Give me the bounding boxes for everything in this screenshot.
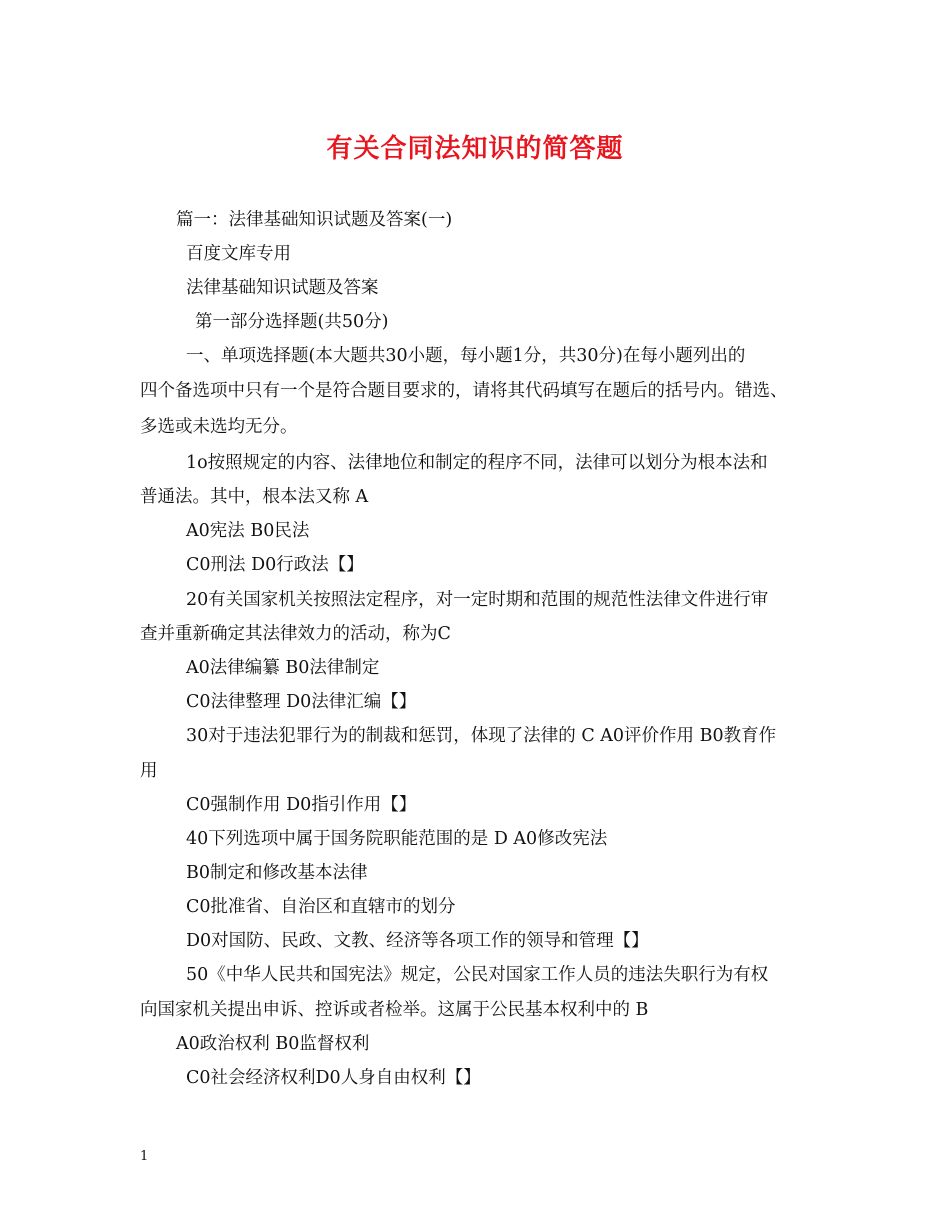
text-line: 50《中华人民共和国宪法》规定，公民对国家工作人员的违法失职行为有权 (186, 965, 769, 985)
text-line: B0制定和修改基本法律 (186, 863, 368, 883)
text-line: 普通法。其中，根本法又称 A (140, 487, 369, 507)
text-line: 1o按照规定的内容、法律地位和制定的程序不同，法律可以划分为根本法和 (186, 453, 768, 473)
text-line: C0法律整理 D0法律汇编【】 (186, 692, 417, 712)
text-line: A0法律编纂 B0法律制定 (186, 658, 380, 678)
page-number: 1 (140, 1149, 149, 1164)
text-line: 篇一：法律基础知识试题及答案(一) (176, 210, 453, 230)
text-line: 多选或未选均无分。 (140, 417, 298, 437)
text-line: 40下列选项中属于国务院职能范围的是 D A0修改宪法 (186, 829, 608, 849)
document-title: 有关合同法知识的简答题 (326, 134, 624, 164)
text-line: 查并重新确定其法律效力的活动，称为C (140, 624, 451, 644)
text-line: 向国家机关提出申诉、控诉或者检举。这属于公民基本权利中的 B (140, 1000, 649, 1020)
text-line: C0强制作用 D0指引作用【】 (186, 795, 417, 815)
text-line: C0批准省、自治区和直辖市的划分 (186, 897, 456, 917)
text-line: 四个备选项中只有一个是符合题目要求的，请将其代码填写在题后的括号内。错选、 (140, 381, 788, 401)
text-line: 用 (140, 761, 158, 781)
text-line: 第一部分选择题(共50分) (195, 312, 389, 332)
text-line: D0对国防、民政、文教、经济等各项工作的领导和管理【】 (186, 931, 649, 951)
text-line: 百度文库专用 (186, 244, 291, 264)
text-line: A0政治权利 B0监督权利 (176, 1034, 370, 1054)
text-line: 30对于违法犯罪行为的制裁和惩罚，体现了法律的 C A0评价作用 B0教育作 (186, 726, 777, 746)
text-line: 一、单项选择题(本大题共30小题，每小题1分，共30分)在每小题列出的 (186, 346, 746, 366)
text-line: 法律基础知识试题及答案 (186, 278, 379, 298)
text-line: A0宪法 B0民法 (186, 521, 310, 541)
text-line: 20有关国家机关按照法定程序，对一定时期和范围的规范性法律文件进行审 (186, 590, 769, 610)
text-line: C0刑法 D0行政法【】 (186, 555, 364, 575)
text-line: C0社会经济权利D0人身自由权利【】 (186, 1068, 481, 1088)
